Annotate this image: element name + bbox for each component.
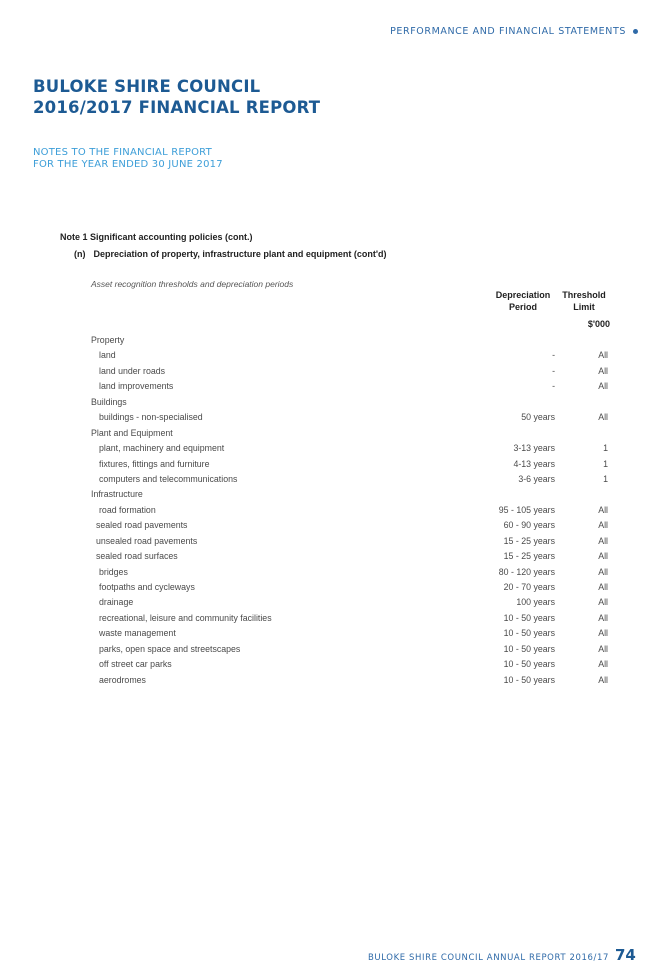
table-row [0, 487, 660, 502]
table-row [0, 426, 660, 441]
row-name: sealed road pavements [96, 520, 188, 531]
row-limit: All [598, 597, 608, 608]
row-period: - [552, 381, 555, 392]
row-name: Plant and Equipment [91, 427, 173, 438]
row-limit: All [598, 381, 608, 392]
row-period: 10 - 50 years [503, 674, 555, 685]
row-limit: 1 [603, 443, 608, 454]
report-title-line1: BULOKE SHIRE COUNCIL [33, 77, 261, 96]
row-name: unsealed road pavements [96, 535, 198, 546]
table-row [0, 626, 660, 641]
page-footer [368, 946, 636, 964]
table-row [0, 410, 660, 425]
row-limit: All [598, 674, 608, 685]
row-name: sealed road surfaces [96, 551, 178, 562]
table-row [0, 457, 660, 472]
row-name: off street car parks [99, 659, 172, 670]
row-period: 20 - 70 years [503, 582, 555, 592]
row-period: - [552, 365, 555, 376]
note-heading [60, 232, 253, 242]
row-name: land [99, 350, 116, 361]
row-limit: All [598, 551, 608, 562]
row-name: drainage [99, 597, 134, 608]
row-limit: 1 [603, 458, 608, 469]
section-header-text: PERFORMANCE AND FINANCIAL STATEMENTS [390, 26, 626, 37]
row-name: Buildings [91, 396, 127, 407]
report-title [33, 76, 320, 118]
row-period: 4-13 years [513, 458, 555, 469]
column-header-period [488, 289, 558, 313]
note-sub-title: Depreciation of property, infrastructure plant and equipment (cont'd) [93, 249, 387, 259]
table-row [0, 333, 660, 348]
table-row [0, 657, 660, 672]
row-limit: All [598, 412, 608, 423]
row-period: 15 - 25 years [503, 535, 555, 546]
row-period: 10 - 50 years [503, 643, 555, 654]
table-row [0, 441, 660, 456]
row-period: 3-6 years [518, 473, 555, 484]
row-limit: All [598, 365, 608, 376]
row-period: 50 years [521, 412, 555, 423]
row-limit: All [598, 566, 608, 577]
note-number: Note 1 [60, 232, 88, 242]
column-header-period-line2: Period [508, 302, 537, 312]
column-header-limit-line1: Threshold [562, 290, 606, 300]
table-caption: Asset recognition thresholds and depreciation periods [91, 279, 294, 289]
row-name: Infrastructure [91, 489, 143, 500]
table-row [0, 565, 660, 580]
row-name: land improvements [99, 381, 174, 392]
footer-text: BULOKE SHIRE COUNCIL ANNUAL REPORT 2016/17 [368, 953, 609, 963]
table-row [0, 364, 660, 379]
row-limit: All [598, 350, 608, 361]
notes-title-line2: FOR THE YEAR ENDED 30 JUNE 2017 [33, 159, 223, 170]
table-row [0, 673, 660, 688]
table-row [0, 595, 660, 610]
row-period: 3-13 years [513, 443, 555, 454]
table-row [0, 611, 660, 626]
row-limit: All [598, 612, 608, 623]
report-title-line2: 2016/2017 FINANCIAL REPORT [33, 98, 321, 117]
row-limit: All [598, 628, 608, 639]
row-limit: All [598, 535, 608, 546]
row-name: buildings - non-specialised [99, 412, 203, 423]
table-row [0, 580, 660, 595]
row-limit: All [598, 659, 608, 670]
note-title: Significant accounting policies (cont.) [90, 232, 253, 242]
row-name: aerodromes [99, 674, 146, 685]
row-name: road formation [99, 504, 156, 515]
row-period: - [552, 350, 555, 361]
table-row [0, 534, 660, 549]
row-limit: 1 [603, 473, 608, 484]
table-row [0, 379, 660, 394]
row-limit: All [598, 582, 608, 592]
notes-title-line1: NOTES TO THE FINANCIAL REPORT [33, 147, 212, 158]
section-header [390, 26, 638, 37]
table-row [0, 348, 660, 363]
column-header-period-line1: Depreciation [495, 290, 551, 300]
column-unit: $'000 [587, 319, 610, 329]
note-subheading [74, 249, 387, 259]
row-name: computers and telecommunications [99, 473, 238, 484]
asset-table [0, 333, 660, 688]
row-period: 60 - 90 years [503, 520, 555, 531]
column-header-limit [556, 289, 612, 313]
column-header-limit-line2: Limit [573, 302, 595, 312]
page-number: 74 [614, 946, 636, 964]
row-name: land under roads [99, 365, 166, 376]
table-row [0, 549, 660, 564]
row-name: Property [91, 335, 125, 345]
table-row [0, 503, 660, 518]
row-period: 10 - 50 years [503, 659, 555, 670]
row-name: recreational, leisure and community facilities [99, 612, 272, 623]
row-period: 100 years [516, 597, 555, 608]
row-limit: All [598, 520, 608, 531]
row-period: 15 - 25 years [503, 551, 555, 562]
table-row [0, 395, 660, 410]
note-sub-label: (n) [74, 249, 86, 259]
table-row [0, 518, 660, 533]
row-period: 95 - 105 years [498, 504, 555, 515]
row-period: 10 - 50 years [503, 612, 555, 623]
bullet-dot-icon [633, 29, 638, 34]
row-limit: All [598, 643, 608, 654]
row-name: fixtures, fittings and furniture [99, 458, 210, 469]
row-name: bridges [99, 566, 128, 577]
row-limit: All [598, 504, 608, 515]
table-row [0, 642, 660, 657]
row-period: 10 - 50 years [503, 628, 555, 639]
row-name: parks, open space and streetscapes [99, 643, 241, 654]
row-name: waste management [99, 628, 176, 639]
notes-title [33, 147, 223, 171]
table-row [0, 472, 660, 487]
row-name: footpaths and cycleways [99, 582, 195, 592]
row-period: 80 - 120 years [498, 566, 555, 577]
row-name: plant, machinery and equipment [99, 443, 225, 454]
